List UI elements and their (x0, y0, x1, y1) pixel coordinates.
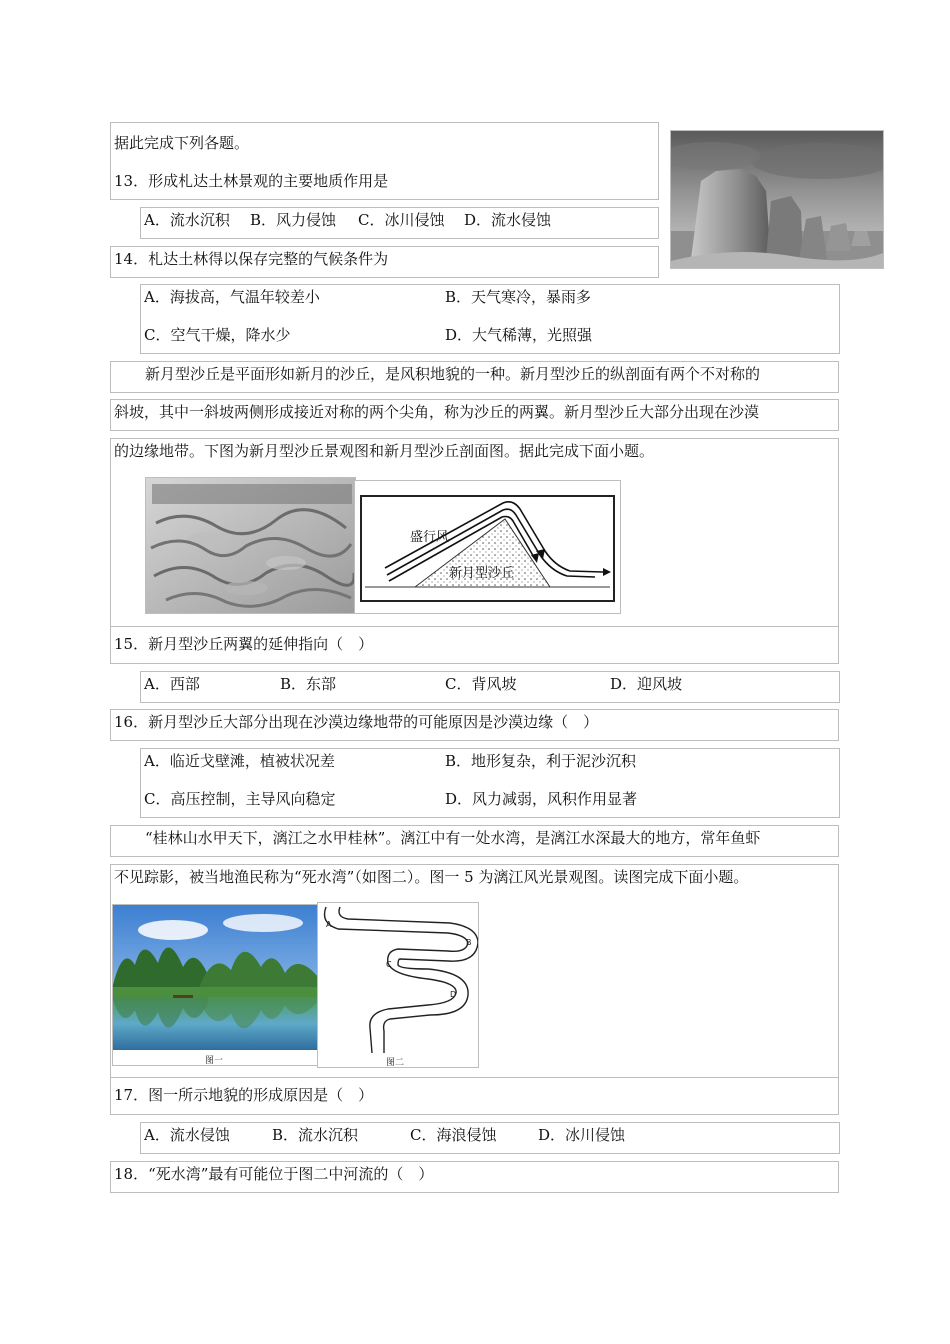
dune-profile-svg (355, 481, 620, 613)
zada-earth-forest-photo (670, 130, 884, 269)
q15-question: 15．新月型沙丘两翼的延伸指向（ ） (114, 635, 374, 653)
q13-option-c[interactable]: C．冰川侵蚀 (358, 211, 445, 229)
q15-option-d[interactable]: D．迎风坡 (610, 675, 683, 693)
river-label-a: A (326, 920, 332, 929)
passage2-line2: 斜坡，其中一斜坡两侧形成接近对称的两个尖角，称为沙丘的两翼。新月型沙丘大部分出现在沙漠 (114, 403, 760, 421)
q16-question: 16．新月型沙丘大部分出现在沙漠边缘地带的可能原因是沙漠边缘（ ） (114, 713, 599, 731)
q16-option-d[interactable]: D．风力减弱，风积作用显著 (445, 790, 638, 808)
q14-option-b[interactable]: B．天气寒冷，暴雨多 (445, 288, 592, 306)
q13-question: 13．形成札达土林景观的主要地质作用是 (114, 172, 389, 190)
q15-option-c[interactable]: C．背风坡 (445, 675, 517, 693)
q16-option-a[interactable]: A．临近戈壁滩，植被状况差 (144, 752, 335, 770)
q16-option-c[interactable]: C．高压控制，主导风向稳定 (144, 790, 336, 808)
q17-option-b[interactable]: B．流水沉积 (272, 1126, 359, 1144)
river-meander-svg (318, 903, 478, 1053)
figure-1-caption: 图一 (205, 1056, 224, 1066)
q13-option-b[interactable]: B．风力侵蚀 (250, 211, 337, 229)
earth-forest-image (671, 131, 883, 268)
wind-label: 盛行风 (410, 530, 450, 545)
q13-option-d[interactable]: D．流水侵蚀 (464, 211, 552, 229)
q17-option-a[interactable]: A．流水侵蚀 (144, 1126, 230, 1144)
q13-option-a[interactable]: A．流水沉积 (144, 211, 230, 229)
q16-option-b[interactable]: B．地形复杂，利于泥沙沉积 (445, 752, 637, 770)
q17-option-c[interactable]: C．海浪侵蚀 (410, 1126, 497, 1144)
intro-text: 据此完成下列各题。 (114, 134, 250, 152)
q17-question: 17．图一所示地貌的形成原因是（ ） (114, 1086, 374, 1104)
dune-landscape-image (146, 478, 355, 613)
li-river-image (113, 905, 318, 1050)
q18-question: 18．“死水湾”最有可能位于图二中河流的（ ） (114, 1165, 434, 1183)
passage2-line3: 的边缘地带。下图为新月型沙丘景观图和新月型沙丘剖面图。据此完成下面小题。 (114, 442, 655, 460)
crescent-dune-photo (145, 477, 356, 614)
dune-label: 新月型沙丘 (449, 566, 515, 581)
river-label-d: D (450, 990, 457, 999)
q15-option-b[interactable]: B．东部 (280, 675, 337, 693)
river-meander-diagram (317, 902, 479, 1068)
q14-question: 14．札达土林得以保存完整的气候条件为 (114, 250, 389, 268)
river-label-b: B (466, 938, 472, 947)
river-label-c: C (386, 960, 392, 969)
q14-option-c[interactable]: C．空气干燥，降水少 (144, 326, 291, 344)
passage3-line1: “桂林山水甲天下，漓江之水甲桂林”。漓江中有一处水湾，是漓江水深最大的地方，常年鱼虾 (145, 829, 761, 847)
passage2-line1: 新月型沙丘是平面形如新月的沙丘，是风积地貌的一种。新月型沙丘的纵剖面有两个不对称的 (145, 365, 761, 383)
dune-profile-diagram (354, 480, 621, 614)
li-river-landscape-photo (112, 904, 319, 1066)
q15-option-a[interactable]: A．西部 (144, 675, 200, 693)
q14-option-d[interactable]: D．大气稀薄，光照强 (445, 326, 593, 344)
passage3-line2: 不见踪影，被当地渔民称为“死水湾”（如图二）。图一 5 为漓江风光景观图。读图完成下面小题。 (114, 868, 749, 886)
figure-2-caption: 图二 (386, 1058, 405, 1068)
q17-option-d[interactable]: D．冰川侵蚀 (538, 1126, 626, 1144)
q14-option-a[interactable]: A．海拔高，气温年较差小 (144, 288, 320, 306)
